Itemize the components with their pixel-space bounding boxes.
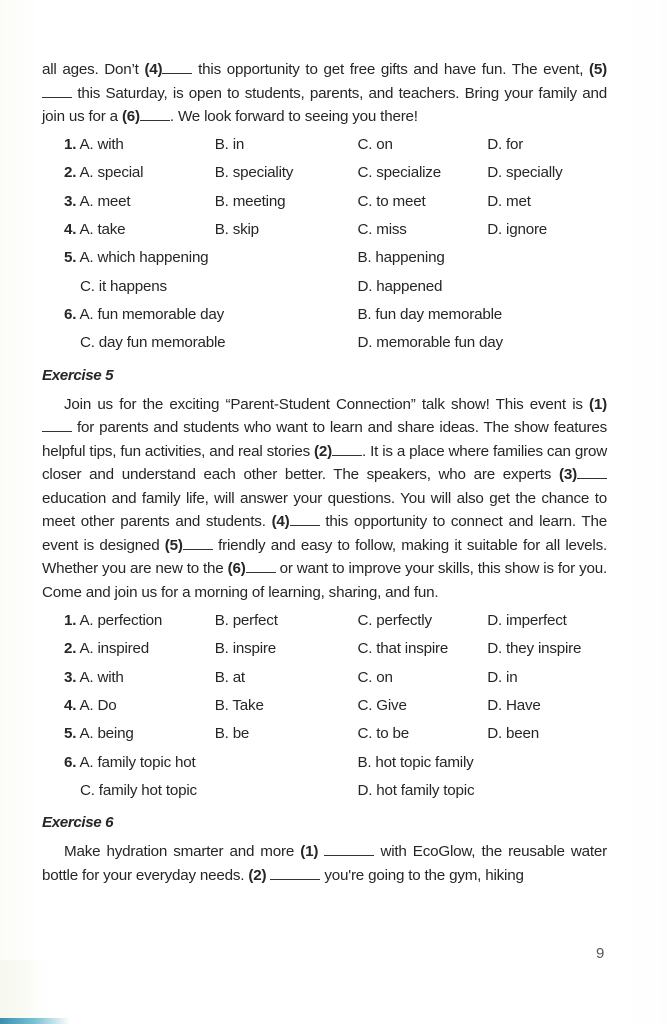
- question-row-continued: [64, 776, 607, 804]
- page-number: 9: [596, 945, 605, 962]
- exercise6-passage: Make hydration smarter and more (1) with EcoGlow, the reusable water bottle for your everyday needs. (2) you're going to the gym, hiking: [42, 843, 607, 884]
- question-number: 6.: [64, 753, 77, 771]
- question-row: [64, 131, 607, 159]
- question-number: 1.: [64, 136, 77, 154]
- question-number: 3.: [64, 192, 77, 210]
- option-d: D. they inspire: [487, 640, 582, 658]
- question-row: [64, 300, 607, 328]
- exercise-5-title: Exercise 5: [42, 366, 114, 384]
- option-b: B. at: [214, 668, 245, 686]
- option-a: 6. A. fun memorable day: [64, 305, 225, 323]
- option-b: B. in: [214, 136, 245, 154]
- option-a: 3. A. with: [64, 668, 124, 686]
- question-row: [64, 606, 607, 634]
- answer-blank: [324, 843, 374, 856]
- question-number: 5.: [64, 249, 77, 267]
- option-a: 2. A. special: [64, 164, 144, 182]
- question-row-continued: [64, 329, 607, 357]
- answer-blank: [42, 419, 72, 432]
- blank-number-5: (5): [164, 536, 183, 554]
- option-d: D. happened: [357, 277, 443, 295]
- question-number: 6.: [64, 305, 77, 323]
- option-c: C. day fun memorable: [80, 334, 226, 352]
- page-edge-tint: [0, 960, 50, 1018]
- blank-number-4: (4): [271, 513, 290, 531]
- exercise-6-title: Exercise 6: [42, 814, 114, 832]
- answer-blank: [270, 867, 320, 880]
- option-b: B. happening: [357, 249, 445, 267]
- option-c: C. miss: [357, 221, 407, 239]
- option-b: B. Take: [214, 696, 264, 714]
- option-a: 4. A. take: [64, 221, 126, 239]
- blank-number-1: (1): [589, 395, 607, 413]
- blank-number-4: (4): [144, 61, 163, 78]
- option-c: C. to meet: [357, 192, 426, 210]
- blank-number-1: (1): [300, 843, 319, 861]
- option-b: B. perfect: [214, 612, 278, 630]
- option-a: 2. A. inspired: [64, 640, 150, 658]
- option-c: C. on: [357, 136, 393, 154]
- option-d: D. been: [487, 725, 540, 743]
- exercise4-passage-continued: all ages. Don’t (4) this opportunity to get free gifts and have fun. The event, (5) this Saturday, is open to students, parents, and teachers. Bring your family and join us for a (6) . We look forward to seeing you there!: [42, 61, 607, 125]
- question-row: [64, 748, 607, 776]
- option-d: D. for: [487, 136, 524, 154]
- option-b: B. skip: [214, 221, 259, 239]
- option-d: D. met: [487, 192, 531, 210]
- question-row: [64, 159, 607, 187]
- exercise5-passage: Join us for the exciting “Parent-Student Connection” talk show! This event is (1) for parents and students who want to learn and share ideas. The show features helpful tips, fun activities, and real stories (2) . It is a place where families can grow closer and understand each other better. The speakers, who are experts (3) education and family life, will answer your questions. You will also get the chance to meet other parents and students. (4) this opportunity to connect and learn. The event is designed (5) friendly and easy to follow, making it suitable for all levels. Whether you are new to the (6) or want to improve your skills, this show is for you. Come and join us for a morning of learning, sharing, and fun.: [42, 395, 607, 601]
- blank-number-5: (5): [589, 61, 607, 78]
- question-number: 4.: [64, 221, 77, 239]
- option-c: C. it happens: [80, 277, 167, 295]
- question-row: [64, 215, 607, 243]
- option-a: 4. A. Do: [64, 696, 117, 714]
- option-d: D. specially: [487, 164, 563, 182]
- answer-blank: [332, 443, 362, 456]
- answer-blank: [246, 560, 276, 573]
- option-c: C. to be: [357, 725, 410, 743]
- option-c: C. Give: [357, 696, 407, 714]
- blank-number-6: (6): [121, 108, 140, 125]
- decorative-corner-bar: [0, 1018, 70, 1024]
- option-a: 5. A. being: [64, 725, 134, 743]
- option-c: C. on: [357, 668, 393, 686]
- option-d: D. in: [487, 668, 518, 686]
- option-c: C. specialize: [357, 164, 441, 182]
- option-a: 6. A. family topic hot: [64, 753, 196, 771]
- option-c: C. that inspire: [357, 640, 449, 658]
- option-b: B. meeting: [214, 192, 286, 210]
- option-a: 1. A. with: [64, 136, 124, 154]
- option-d: D. ignore: [487, 221, 548, 239]
- question-row: [64, 691, 607, 719]
- option-a: 1. A. perfection: [64, 612, 163, 630]
- question-row: [64, 720, 607, 748]
- option-d: D. hot family topic: [357, 781, 475, 799]
- option-b: B. fun day memorable: [357, 305, 503, 323]
- option-d: D. memorable fun day: [357, 334, 503, 352]
- blank-number-2: (2): [248, 866, 267, 884]
- blank-number-2: (2): [314, 442, 333, 460]
- option-b: B. hot topic family: [357, 753, 474, 771]
- option-b: B. be: [214, 725, 250, 743]
- option-b: B. speciality: [214, 164, 294, 182]
- option-d: D. Have: [487, 696, 541, 714]
- page-content: [42, 58, 607, 887]
- question-row: [64, 187, 607, 215]
- option-b: B. inspire: [214, 640, 277, 658]
- question-row: [64, 663, 607, 691]
- question-number: 5.: [64, 725, 77, 743]
- blank-number-6: (6): [227, 560, 246, 578]
- question-number: 2.: [64, 164, 77, 182]
- answer-blank: [577, 466, 607, 479]
- question-number: 1.: [64, 612, 77, 630]
- question-row: [64, 244, 607, 272]
- answer-blank: [290, 513, 320, 526]
- option-d: D. imperfect: [487, 612, 567, 630]
- option-c: C. perfectly: [357, 612, 432, 630]
- blank-number-3: (3): [559, 466, 577, 484]
- answer-blank: [140, 108, 170, 121]
- question-row-continued: [64, 272, 607, 300]
- answer-blank: [183, 537, 213, 550]
- question-number: 4.: [64, 696, 77, 714]
- exercise4-options: [42, 131, 607, 357]
- question-row: [64, 635, 607, 663]
- option-a: 3. A. meet: [64, 192, 131, 210]
- exercise5-options: [42, 606, 607, 804]
- question-number: 3.: [64, 668, 77, 686]
- option-c: C. family hot topic: [80, 781, 197, 799]
- answer-blank: [42, 85, 72, 98]
- question-number: 2.: [64, 640, 77, 658]
- answer-blank: [162, 61, 192, 74]
- option-a: 5. A. which happening: [64, 249, 209, 267]
